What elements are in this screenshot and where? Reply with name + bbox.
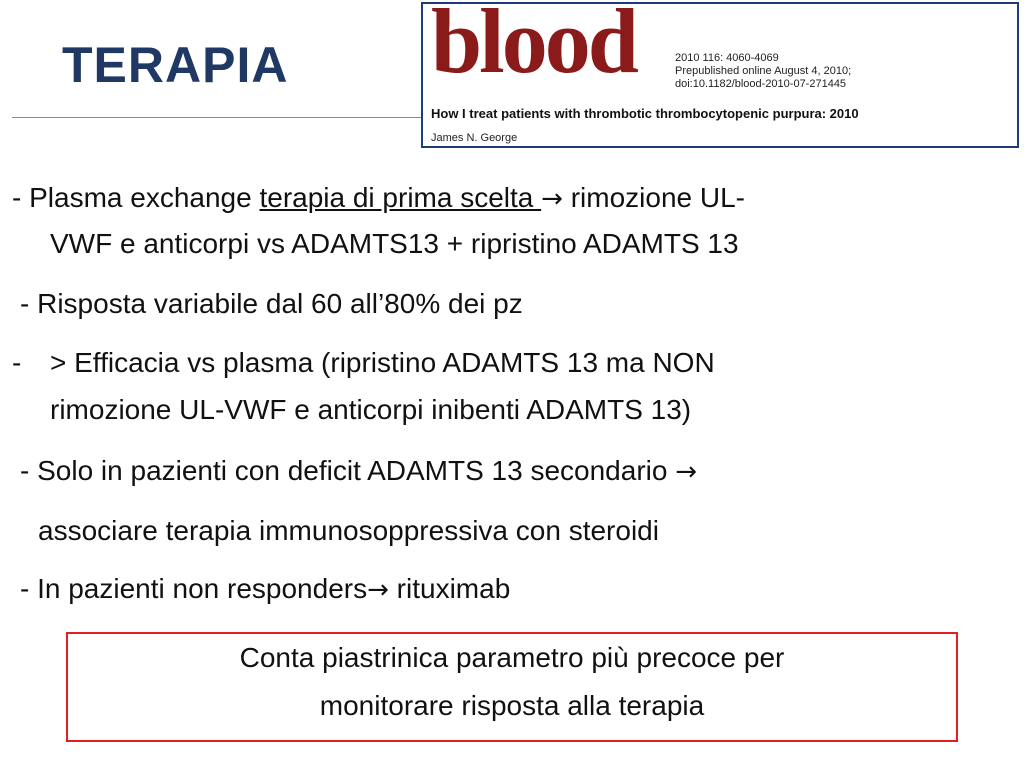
citation-doi: doi:10.1182/blood-2010-07-271445 xyxy=(675,78,847,90)
bullet-plasma-exchange xyxy=(12,175,745,222)
bullet-text: rituximab xyxy=(388,573,511,604)
right-arrow-icon: → xyxy=(541,184,563,214)
right-arrow-icon: → xyxy=(367,575,389,605)
bullet-dash: - xyxy=(12,347,22,378)
citation-meta xyxy=(675,52,851,91)
bullet-solo-pazienti xyxy=(20,448,697,495)
bullet-plasma-exchange-cont: VWF e anticorpi vs ADAMTS13 + ripristino ADAMTS 13 xyxy=(50,228,739,259)
note-line-1: Conta piastrinica parametro più precoce per xyxy=(239,642,785,673)
slide-title: TERAPIA xyxy=(62,37,289,93)
note-line-2: monitorare risposta alla terapia xyxy=(319,690,705,721)
article-author: James N. George xyxy=(431,132,518,144)
bullet-risposta: - Risposta variabile dal 60 all’80% dei pz xyxy=(20,288,523,319)
citation-prepublished: Prepublished online August 4, 2010; xyxy=(675,65,852,77)
title-divider xyxy=(12,117,422,118)
article-title: How I treat patients with thrombotic thrombocytopenic purpura: 2010 xyxy=(431,106,859,121)
bullet-efficacia: > Efficacia vs plasma (ripristino ADAMTS 13 ma NON xyxy=(50,347,715,378)
bullet-associare: associare terapia immunosoppressiva con steroidi xyxy=(38,515,659,546)
right-arrow-icon: → xyxy=(675,457,698,487)
underlined-text: terapia di prima scelta xyxy=(259,182,542,213)
bullet-efficacia-cont: rimozione UL-VWF e anticorpi inibenti ADAMTS 13) xyxy=(50,394,692,425)
bullet-non-responders xyxy=(20,566,510,613)
journal-logo: blood xyxy=(431,0,636,92)
highlight-note-box xyxy=(66,632,958,742)
bullet-text: - In pazienti non responders xyxy=(20,573,368,604)
citation-volume: 2010 116: 4060-4069 xyxy=(675,52,779,64)
bullet-text: - Plasma exchange xyxy=(12,182,260,213)
bullet-text: rimozione UL- xyxy=(562,182,746,213)
bullet-text: - Solo in pazienti con deficit ADAMTS 13 secondario xyxy=(20,455,676,486)
reference-citation-box xyxy=(421,2,1019,148)
